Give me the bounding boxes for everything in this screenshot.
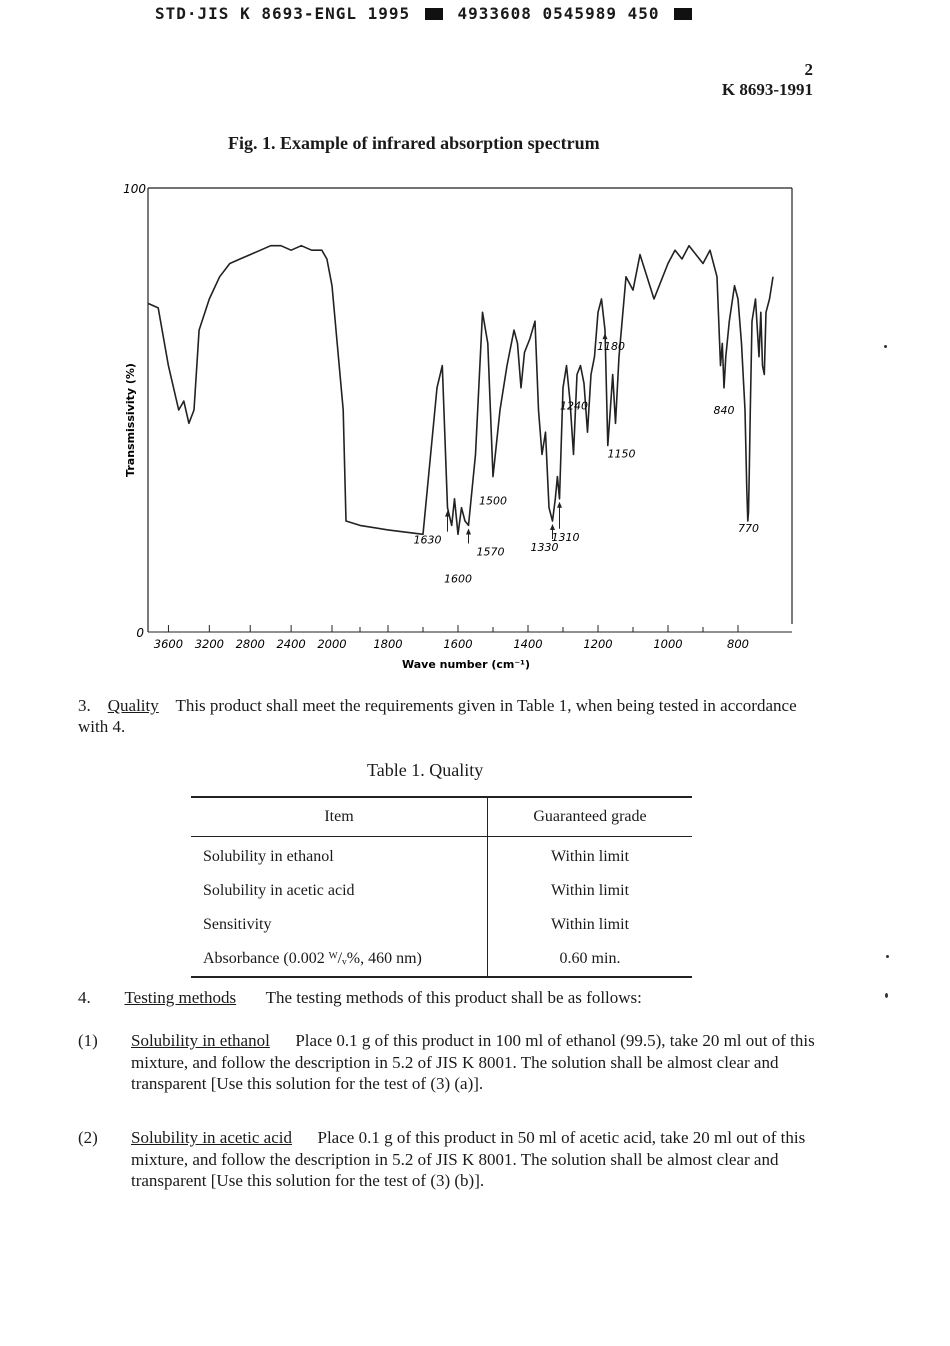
peak-label: 770 bbox=[738, 522, 759, 536]
table-cell-item: Absorbance (0.002 ᵂ/ᵥ%, 460 nm) bbox=[203, 950, 422, 967]
x-tick-label: 2000 bbox=[317, 637, 347, 651]
table-caption: Table 1. Quality bbox=[367, 760, 484, 780]
table-cell-grade: Within limit bbox=[488, 837, 693, 875]
chart-series bbox=[148, 246, 773, 535]
test-item-number: (2) bbox=[78, 1128, 98, 1147]
peak-label: 1150 bbox=[607, 447, 636, 461]
quality-table bbox=[191, 796, 692, 978]
section-3-text: This product shall meet the requirements given in Table 1, when being tested in accordance with 4. bbox=[78, 696, 797, 736]
annotation-arrowhead bbox=[603, 333, 608, 339]
x-tick-label: 3600 bbox=[153, 637, 184, 651]
table-row bbox=[191, 874, 692, 908]
x-tick-label: 2800 bbox=[235, 637, 265, 651]
section-3-paragraph bbox=[78, 695, 808, 737]
page-number: 2 bbox=[804, 60, 813, 79]
header-serial-code: 4933608 0545989 450 bbox=[457, 4, 660, 23]
test-item-number: (1) bbox=[78, 1031, 98, 1050]
table-cell-grade: Within limit bbox=[488, 908, 693, 942]
peak-label: 1570 bbox=[476, 545, 505, 559]
peak-label: 1330 bbox=[530, 541, 559, 554]
peak-label: 1630 bbox=[413, 533, 442, 547]
scan-speck bbox=[884, 345, 887, 348]
annotation-arrowhead bbox=[550, 524, 555, 530]
table-header-grade: Guaranteed grade bbox=[488, 797, 693, 837]
test-item-text: Place 0.1 g of this product in 100 ml of ethanol (99.5), take 20 ml out of this mixture, and follow the description in 5.2 of JIS K 8001. The solution shall be almost clear and transparent [Use this solution for the test of (3) (a)]. bbox=[131, 1031, 815, 1093]
x-tick-label: 2400 bbox=[276, 637, 306, 651]
x-tick-label: 1000 bbox=[653, 637, 683, 651]
table-cell-grade: Within limit bbox=[488, 874, 693, 908]
x-tick-label: 1800 bbox=[373, 637, 403, 651]
section-4-paragraph bbox=[78, 987, 818, 1008]
section-4-text: The testing methods of this product shall be as follows: bbox=[265, 988, 642, 1007]
section-3-heading: Quality bbox=[107, 696, 159, 715]
table-row bbox=[191, 908, 692, 942]
peak-label: 1500 bbox=[479, 494, 507, 508]
table-cell-item: Solubility in acetic acid bbox=[203, 882, 355, 899]
spectrum-line bbox=[148, 246, 773, 535]
test-item-2 bbox=[78, 1127, 818, 1192]
chart-annotations bbox=[414, 333, 760, 585]
test-item-text: Place 0.1 g of this product in 50 ml of acetic acid, take 20 ml out of this mixture, and follow the description in 5.2 of JIS K 8001. The solution shall be almost clear and transparent [Use this solution for the test of (3) (b)]. bbox=[131, 1128, 806, 1190]
annotation-arrowhead bbox=[466, 528, 471, 534]
x-tick-label: 1400 bbox=[513, 637, 543, 651]
x-tick-label: 1200 bbox=[583, 637, 613, 651]
standard-number: K 8693-1991 bbox=[721, 80, 813, 99]
y-tick-label: 0 bbox=[136, 626, 144, 640]
table-header-row bbox=[191, 797, 692, 837]
table-cell-item: Sensitivity bbox=[203, 916, 272, 933]
section-3-number: 3. bbox=[78, 696, 91, 715]
section-4-heading: Testing methods bbox=[124, 988, 237, 1007]
table-row bbox=[191, 837, 692, 875]
x-axis-label: Wave number (cm⁻¹) bbox=[402, 658, 530, 671]
table-header-item: Item bbox=[191, 797, 488, 837]
table-cell-grade: 0.60 min. bbox=[488, 942, 693, 977]
peak-label: 840 bbox=[713, 403, 735, 417]
x-tick-label: 1600 bbox=[443, 637, 473, 651]
scan-speck bbox=[885, 993, 888, 998]
x-tick-label: 3200 bbox=[194, 637, 224, 651]
header-standard-code: STD·JIS K 8693-ENGL 1995 bbox=[155, 4, 411, 23]
table-row bbox=[191, 942, 692, 977]
chart-ticks bbox=[123, 182, 749, 651]
annotation-arrowhead bbox=[557, 502, 562, 508]
y-tick-label: 100 bbox=[123, 182, 146, 196]
test-item-1 bbox=[78, 1030, 818, 1095]
table-cell-item: Solubility in ethanol bbox=[203, 848, 334, 865]
peak-label: 1240 bbox=[560, 399, 588, 413]
test-item-heading: Solubility in acetic acid bbox=[131, 1128, 292, 1147]
section-4-number: 4. bbox=[78, 988, 91, 1007]
peak-label: 1180 bbox=[597, 340, 625, 354]
figure-title: Fig. 1. Example of infrared absorption spectrum bbox=[228, 133, 600, 153]
x-tick-label: 800 bbox=[727, 637, 749, 651]
y-axis-label: Transmissivity (%) bbox=[124, 363, 137, 477]
peak-label: 1600 bbox=[444, 572, 472, 586]
scan-speck bbox=[886, 955, 889, 958]
test-item-heading: Solubility in ethanol bbox=[131, 1031, 270, 1050]
peak-label: 1310 bbox=[551, 530, 580, 544]
